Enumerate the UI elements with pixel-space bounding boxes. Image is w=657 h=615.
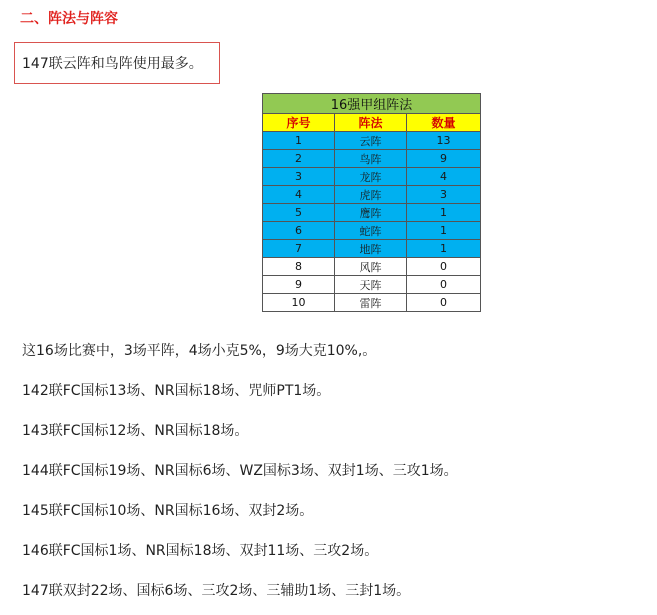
column-header-formation: 阵法 (335, 114, 407, 132)
formation-table (262, 93, 481, 312)
section-heading: 二、阵法与阵容 (20, 11, 118, 27)
summary-paragraph: 这16场比赛中，3场平阵，4场小克5%，9场大克10%,。 (22, 343, 377, 359)
table-row (263, 186, 481, 204)
table-row (263, 150, 481, 168)
row-number-cell: 5 (263, 204, 335, 222)
stat-line-147: 147联双封22场、国标6场、三攻2场、三辅助1场、三封1场。 (22, 583, 411, 599)
row-count-cell: 1 (407, 222, 481, 240)
row-formation-cell: 蛇阵 (335, 222, 407, 240)
table-row (263, 294, 481, 312)
row-formation-cell: 地阵 (335, 240, 407, 258)
row-count-cell: 1 (407, 240, 481, 258)
stat-line-143: 143联FC国标12场、NR国标18场。 (22, 423, 249, 439)
row-formation-cell: 鸟阵 (335, 150, 407, 168)
row-formation-cell: 龙阵 (335, 168, 407, 186)
row-number-cell: 8 (263, 258, 335, 276)
row-number-cell: 6 (263, 222, 335, 240)
column-header-count: 数量 (407, 114, 481, 132)
highlight-text: 147联云阵和鸟阵使用最多。 (22, 56, 203, 72)
row-number-cell: 10 (263, 294, 335, 312)
stat-line-144: 144联FC国标19场、NR国标6场、WZ国标3场、双封1场、三攻1场。 (22, 463, 458, 479)
row-count-cell: 13 (407, 132, 481, 150)
row-number-cell: 1 (263, 132, 335, 150)
row-formation-cell: 风阵 (335, 258, 407, 276)
table-row (263, 222, 481, 240)
row-count-cell: 0 (407, 294, 481, 312)
stat-line-146: 146联FC国标1场、NR国标18场、双封11场、三攻2场。 (22, 543, 379, 559)
row-count-cell: 0 (407, 276, 481, 294)
row-formation-cell: 雷阵 (335, 294, 407, 312)
table-row (263, 132, 481, 150)
row-formation-cell: 天阵 (335, 276, 407, 294)
row-number-cell: 2 (263, 150, 335, 168)
table-row (263, 168, 481, 186)
row-count-cell: 3 (407, 186, 481, 204)
row-count-cell: 0 (407, 258, 481, 276)
row-formation-cell: 虎阵 (335, 186, 407, 204)
row-formation-cell: 云阵 (335, 132, 407, 150)
column-header-number: 序号 (263, 114, 335, 132)
row-number-cell: 3 (263, 168, 335, 186)
row-formation-cell: 鹰阵 (335, 204, 407, 222)
row-number-cell: 9 (263, 276, 335, 294)
table-row (263, 258, 481, 276)
table-row (263, 276, 481, 294)
highlight-box (14, 42, 220, 84)
table-title: 16强甲组阵法 (263, 94, 481, 114)
row-number-cell: 4 (263, 186, 335, 204)
row-count-cell: 1 (407, 204, 481, 222)
row-number-cell: 7 (263, 240, 335, 258)
table-row (263, 204, 481, 222)
table-row (263, 240, 481, 258)
row-count-cell: 9 (407, 150, 481, 168)
stat-line-145: 145联FC国标10场、NR国标16场、双封2场。 (22, 503, 314, 519)
row-count-cell: 4 (407, 168, 481, 186)
stat-line-142: 142联FC国标13场、NR国标18场、咒师PT1场。 (22, 383, 331, 399)
